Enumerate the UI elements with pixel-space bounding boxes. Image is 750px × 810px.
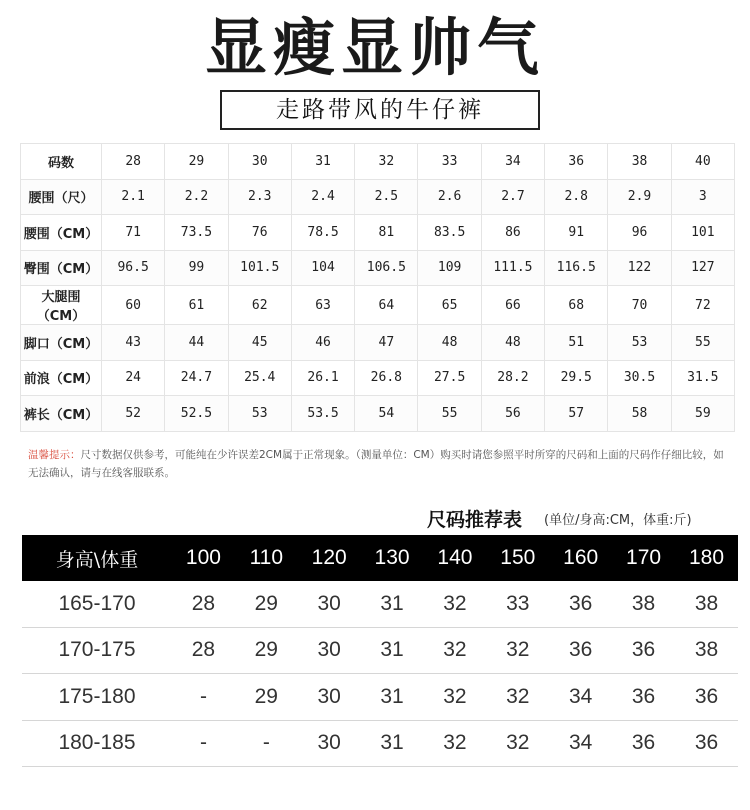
recommend-size-cell: 33	[486, 581, 549, 627]
size-row-label: 臀围（CM）	[21, 250, 102, 286]
recommend-size-cell: 34	[549, 720, 612, 767]
note-text: 尺寸数据仅供参考，可能纯在少许误差2CM属于正常现象。（测量单位：CM）购买时请您参照平时所穿的尺码和上面的尺码作仔细比较，如无法确认，请与在线客服联系。	[28, 449, 724, 479]
size-row	[21, 250, 735, 286]
recommend-table	[22, 535, 738, 767]
recommend-row	[22, 720, 738, 767]
size-cell: 48	[481, 325, 544, 361]
recommend-size-cell: -	[172, 674, 235, 721]
size-cell: 83.5	[418, 215, 481, 251]
size-cell: 30	[228, 144, 291, 180]
height-range: 170-175	[22, 627, 172, 674]
recommend-size-cell: 32	[424, 581, 487, 627]
recommend-size-cell: 28	[172, 581, 235, 627]
size-cell: 61	[165, 286, 228, 325]
size-cell: 63	[291, 286, 354, 325]
size-row	[21, 286, 735, 325]
recommend-size-cell: 32	[486, 720, 549, 767]
size-cell: 48	[418, 325, 481, 361]
size-cell: 78.5	[291, 215, 354, 251]
size-cell: 66	[481, 286, 544, 325]
size-row	[21, 215, 735, 251]
size-cell: 2.7	[481, 179, 544, 215]
size-cell: 2.6	[418, 179, 481, 215]
size-cell: 116.5	[545, 250, 608, 286]
size-cell: 2.3	[228, 179, 291, 215]
size-cell: 26.8	[355, 360, 418, 396]
size-cell: 29	[165, 144, 228, 180]
size-cell: 40	[671, 144, 734, 180]
size-cell: 47	[355, 325, 418, 361]
size-cell: 46	[291, 325, 354, 361]
weight-header: 120	[298, 535, 361, 581]
size-cell: 58	[608, 396, 671, 432]
size-cell: 2.8	[545, 179, 608, 215]
size-cell: 96.5	[102, 250, 165, 286]
size-row-label: 腰围（尺）	[21, 179, 102, 215]
recommend-size-cell: 36	[612, 627, 675, 674]
size-note	[28, 446, 728, 482]
weight-header: 140	[424, 535, 487, 581]
size-cell: 71	[102, 215, 165, 251]
size-cell: 99	[165, 250, 228, 286]
recommend-title: 尺码推荐表	[427, 509, 523, 531]
size-row-label: 脚口（CM）	[21, 325, 102, 361]
size-row	[21, 325, 735, 361]
size-cell: 111.5	[481, 250, 544, 286]
size-cell: 43	[102, 325, 165, 361]
weight-header: 150	[486, 535, 549, 581]
size-row	[21, 360, 735, 396]
size-cell: 26.1	[291, 360, 354, 396]
size-chart-table	[20, 143, 735, 432]
height-range: 175-180	[22, 674, 172, 721]
size-cell: 55	[671, 325, 734, 361]
size-cell: 3	[671, 179, 734, 215]
size-cell: 122	[608, 250, 671, 286]
recommend-size-cell: 32	[486, 674, 549, 721]
note-label: 温馨提示：	[28, 449, 81, 461]
size-cell: 106.5	[355, 250, 418, 286]
weight-header: 100	[172, 535, 235, 581]
size-cell: 104	[291, 250, 354, 286]
recommend-size-cell: 36	[675, 674, 738, 721]
size-cell: 96	[608, 215, 671, 251]
weight-header: 130	[361, 535, 424, 581]
recommend-size-cell: 28	[172, 627, 235, 674]
size-cell: 25.4	[228, 360, 291, 396]
size-cell: 86	[481, 215, 544, 251]
size-cell: 27.5	[418, 360, 481, 396]
size-cell: 38	[608, 144, 671, 180]
size-cell: 24	[102, 360, 165, 396]
size-cell: 45	[228, 325, 291, 361]
size-cell: 31.5	[671, 360, 734, 396]
recommend-size-cell: 32	[424, 674, 487, 721]
size-cell: 44	[165, 325, 228, 361]
recommend-row	[22, 627, 738, 674]
recommend-size-cell: -	[172, 720, 235, 767]
size-cell: 31	[291, 144, 354, 180]
size-row-label: 裤长（CM）	[21, 396, 102, 432]
headline: 显瘦显帅气	[204, 11, 545, 84]
recommend-size-cell: 36	[675, 720, 738, 767]
size-row-label: 大腿围（CM）	[21, 286, 102, 325]
size-row-label: 腰围（CM）	[21, 215, 102, 251]
recommend-size-cell: 38	[675, 627, 738, 674]
recommend-size-cell: 36	[612, 720, 675, 767]
size-row-label: 码数	[21, 144, 102, 180]
recommend-corner-label: 身高\体重	[22, 535, 172, 581]
height-range: 180-185	[22, 720, 172, 767]
size-cell: 2.4	[291, 179, 354, 215]
size-row	[21, 179, 735, 215]
height-range: 165-170	[22, 581, 172, 627]
size-cell: 73.5	[165, 215, 228, 251]
recommend-size-cell: 31	[361, 627, 424, 674]
size-cell: 32	[355, 144, 418, 180]
weight-header: 110	[235, 535, 298, 581]
recommend-size-cell: 32	[486, 627, 549, 674]
size-cell: 2.2	[165, 179, 228, 215]
recommend-size-cell: 34	[549, 674, 612, 721]
size-cell: 101.5	[228, 250, 291, 286]
size-cell: 2.1	[102, 179, 165, 215]
size-cell: 2.5	[355, 179, 418, 215]
size-cell: 57	[545, 396, 608, 432]
size-cell: 109	[418, 250, 481, 286]
size-cell: 62	[228, 286, 291, 325]
size-cell: 52	[102, 396, 165, 432]
weight-header: 170	[612, 535, 675, 581]
recommend-header-row	[22, 535, 738, 581]
recommend-size-cell: 36	[549, 581, 612, 627]
size-row	[21, 396, 735, 432]
size-cell: 59	[671, 396, 734, 432]
size-cell: 53	[228, 396, 291, 432]
recommend-size-cell: 38	[675, 581, 738, 627]
size-cell: 127	[671, 250, 734, 286]
size-row-label: 前浪（CM）	[21, 360, 102, 396]
size-row	[21, 144, 735, 180]
recommend-size-cell: 38	[612, 581, 675, 627]
recommend-size-cell: 32	[424, 720, 487, 767]
recommend-row	[22, 581, 738, 627]
size-cell: 53.5	[291, 396, 354, 432]
size-cell: 60	[102, 286, 165, 325]
size-cell: 54	[355, 396, 418, 432]
size-cell: 76	[228, 215, 291, 251]
size-cell: 51	[545, 325, 608, 361]
size-cell: 28	[102, 144, 165, 180]
size-cell: 36	[545, 144, 608, 180]
size-cell: 2.9	[608, 179, 671, 215]
recommend-size-cell: 29	[235, 674, 298, 721]
recommend-size-cell: 30	[298, 627, 361, 674]
recommend-row	[22, 674, 738, 721]
size-cell: 72	[671, 286, 734, 325]
size-cell: 55	[418, 396, 481, 432]
subtitle-banner: 走路带风的牛仔裤	[220, 90, 540, 130]
size-cell: 65	[418, 286, 481, 325]
recommend-size-cell: 36	[612, 674, 675, 721]
recommend-size-cell: 31	[361, 674, 424, 721]
recommend-size-cell: 30	[298, 674, 361, 721]
recommend-size-cell: 30	[298, 581, 361, 627]
size-cell: 52.5	[165, 396, 228, 432]
recommend-size-cell: 30	[298, 720, 361, 767]
size-cell: 30.5	[608, 360, 671, 396]
size-cell: 68	[545, 286, 608, 325]
weight-header: 180	[675, 535, 738, 581]
size-cell: 81	[355, 215, 418, 251]
size-cell: 28.2	[481, 360, 544, 396]
size-cell: 91	[545, 215, 608, 251]
recommend-size-cell: 32	[424, 627, 487, 674]
size-chart-body	[21, 144, 735, 432]
size-cell: 64	[355, 286, 418, 325]
recommend-size-cell: 31	[361, 720, 424, 767]
size-cell: 33	[418, 144, 481, 180]
size-cell: 70	[608, 286, 671, 325]
size-cell: 29.5	[545, 360, 608, 396]
recommend-size-cell: 29	[235, 581, 298, 627]
recommend-size-cell: 36	[549, 627, 612, 674]
recommend-body	[22, 581, 738, 767]
size-cell: 34	[481, 144, 544, 180]
recommend-size-cell: 31	[361, 581, 424, 627]
size-cell: 53	[608, 325, 671, 361]
weight-header: 160	[549, 535, 612, 581]
recommend-size-cell: -	[235, 720, 298, 767]
size-cell: 56	[481, 396, 544, 432]
recommend-unit: (单位/身高:CM，体重:斤)	[544, 513, 692, 528]
recommend-size-cell: 29	[235, 627, 298, 674]
size-cell: 101	[671, 215, 734, 251]
size-cell: 24.7	[165, 360, 228, 396]
